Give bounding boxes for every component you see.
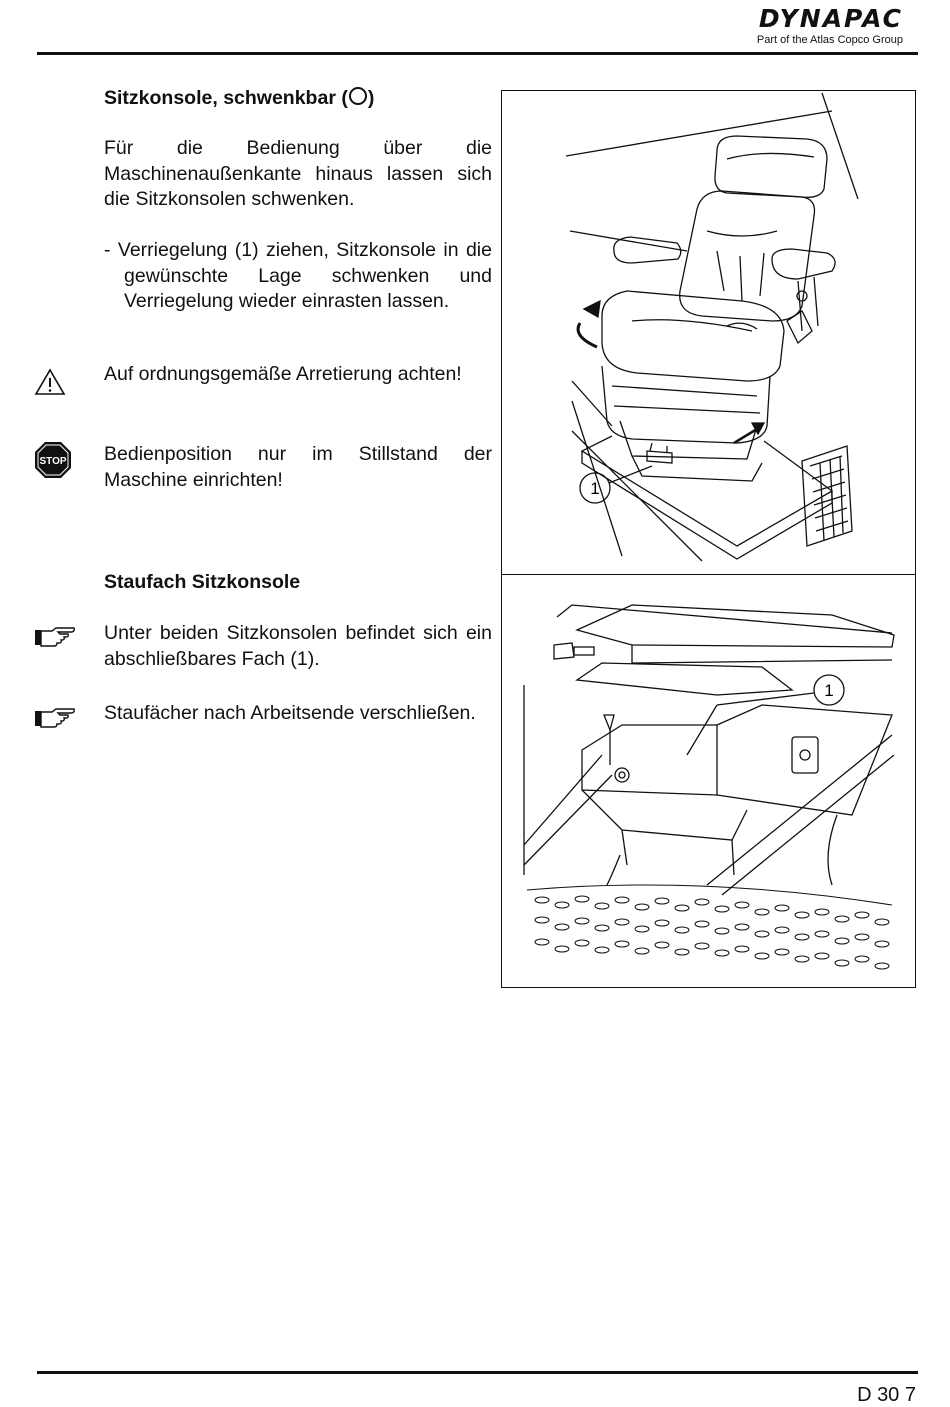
- section1-intro-block: [104, 136, 492, 213]
- brand-name: DYNAPAC: [758, 4, 903, 33]
- section2-heading: Staufach Sitzkonsole: [104, 571, 301, 593]
- compartment-illustration: [502, 575, 914, 986]
- section1-warning-block: [104, 362, 492, 388]
- footer-rule: [37, 1371, 918, 1374]
- figure1-callout-1: 1: [590, 479, 600, 498]
- brand-tagline: Part of the Atlas Copco Group: [756, 34, 903, 46]
- optional-circle-icon: [349, 87, 367, 105]
- page-number: D 30 7: [857, 1384, 916, 1406]
- svg-text:STOP: STOP: [39, 456, 67, 467]
- section1-step-block: [104, 238, 492, 315]
- storage-compartment-figure: [501, 574, 916, 988]
- section1-step: - Verriegelung (1) ziehen, Sitzkonsole in die gewünschte Lage schwenken und Verriegelung wieder einrasten lassen.: [104, 239, 492, 312]
- figure2-callout-1: 1: [824, 681, 834, 700]
- header-rule: [37, 52, 918, 55]
- pointing-hand-icon: [34, 706, 76, 730]
- section1-heading-block: [104, 86, 492, 112]
- section1-stop-note: Bedienposition nur im Stillstand der Maschine einrichten!: [104, 443, 492, 491]
- stop-sign-icon: [34, 441, 72, 479]
- pointing-hand-icon: [34, 625, 76, 649]
- section2-note1-block: [104, 621, 492, 672]
- section1-intro: Für die Bedienung über die Maschinenaußenkante hinaus lassen sich die Sitzkonsolen schwenken.: [104, 137, 492, 210]
- section1-warning: Auf ordnungsgemäße Arretierung achten!: [104, 363, 462, 385]
- seat-illustration: [502, 91, 914, 574]
- section2-note1: Unter beiden Sitzkonsolen befindet sich ein abschließbares Fach (1).: [104, 622, 492, 670]
- section2-heading-block: [104, 570, 492, 596]
- section1-heading: Sitzkonsole, schwenkbar ( ): [104, 87, 375, 109]
- section1-stop-block: [104, 442, 492, 493]
- section2-note2: Staufächer nach Arbeitsende verschließen.: [104, 702, 476, 724]
- dynapac-logo: [757, 6, 903, 46]
- warning-triangle-icon: [34, 367, 66, 397]
- seat-console-figure: [501, 90, 916, 576]
- section2-note2-block: [104, 701, 492, 727]
